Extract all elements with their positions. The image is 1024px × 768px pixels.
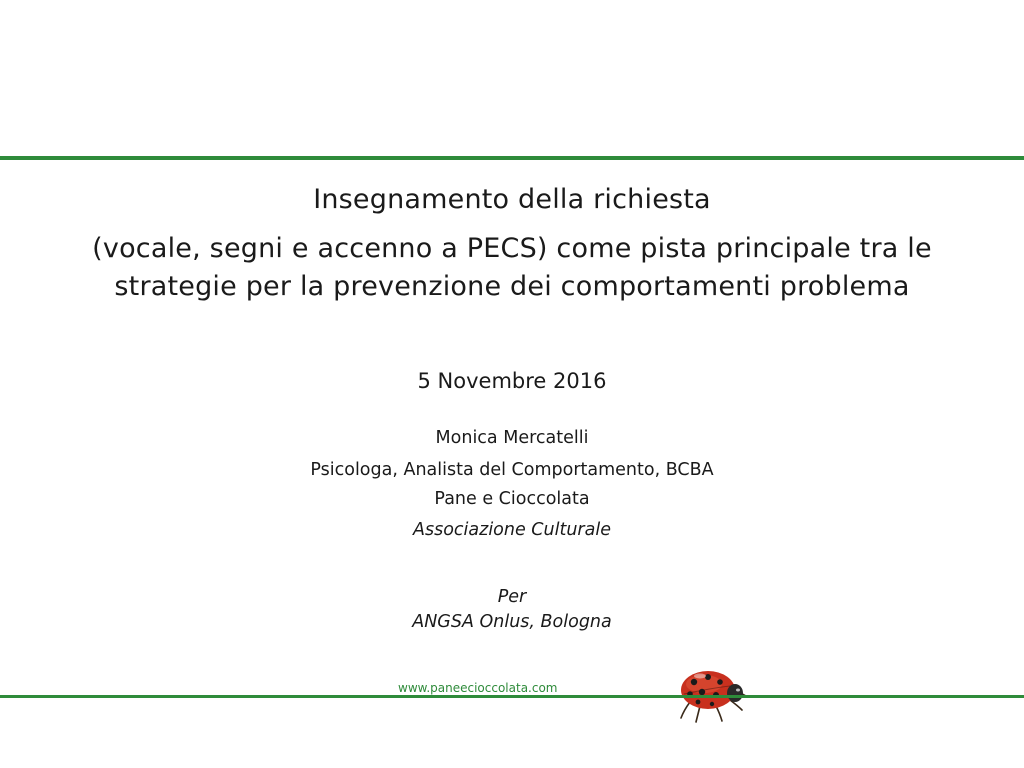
for-organization: ANGSA Onlus, Bologna (412, 612, 612, 632)
bottom-divider (0, 695, 1024, 698)
slide-title-line-3: strategie per la prevenzione dei comportamenti problema (114, 271, 910, 302)
top-divider (0, 156, 1024, 160)
for-label: Per (497, 587, 527, 607)
slide-title-line-1: Insegnamento della richiesta (313, 184, 711, 215)
website-link[interactable]: www.paneecioccolata.com (398, 681, 558, 695)
ladybug-icon (672, 662, 750, 724)
author-role: Psicologa, Analista del Comportamento, BCBA (310, 460, 714, 480)
organization-type: Associazione Culturale (413, 520, 611, 540)
presentation-date: 5 Novembre 2016 (417, 369, 607, 393)
organization-name: Pane e Cioccolata (434, 489, 590, 509)
author-name: Monica Mercatelli (435, 428, 589, 448)
slide-title-line-2: (vocale, segni e accenno a PECS) come pista principale tra le (92, 233, 932, 264)
